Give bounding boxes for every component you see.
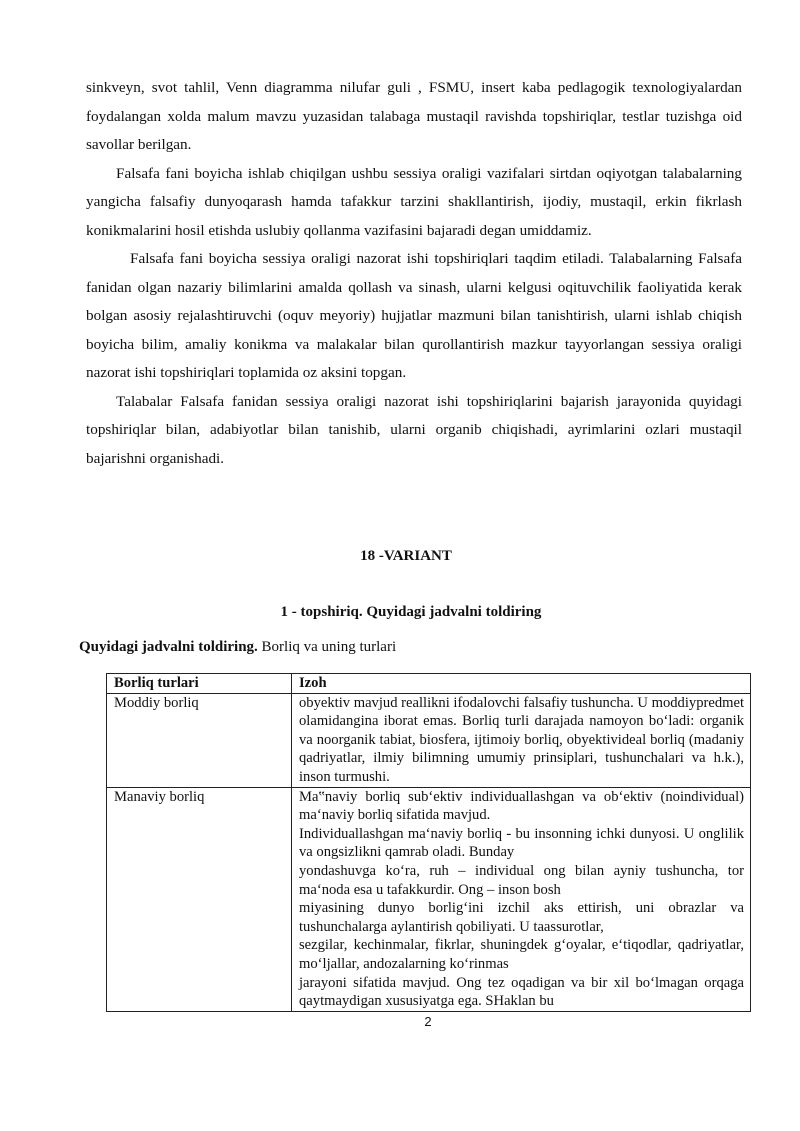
table-cell-type: Moddiy borliq [107,693,292,787]
table-header-note: Izoh [292,674,751,694]
instruction-bold: Quyidagi jadvalni toldiring. [79,639,258,655]
paragraph-2: Falsafa fani boyicha ishlab chiqilgan ushbu sessiya oraligi vazifalari sirtdan oqiyotgan talabalarning yangicha falsafiy dunyoqarash hamda tafakkur tarzini shakllantirish, ijodiy, mustaqil, erkin fikrlash konikmalarini hosil etishda uslubiy qollanma vazifasini bajaradi degan umiddamiz. [86,164,742,239]
task-title: 1 - topshiriq. Quyidagi jadvalni toldiring [280,604,542,620]
note-line: miyasining dunyo borlig‘ini izchil aks ettirish, uni obrazlar va tushunchalarga aylantirish qobiliyati. U taassurotlar, [299,900,744,935]
table-cell-type: Manaviy borliq [107,787,292,1011]
table-row [107,693,751,787]
paragraph-1: sinkveyn, svot tahlil, Venn diagramma nilufar guli , FSMU, insert kaba pedlagogik texnologiyalardan foydalangan xolda malum mavzu yuzasidan talabaga mustaqil ravishda topshiriqlar, testlar tuzishga oid savollar berilgan. [86,79,742,153]
table-header-type: Borliq turlari [107,674,292,694]
variant-title: 18 -VARIANT [360,548,452,564]
borliq-table [106,673,751,1012]
intro-paragraphs [86,74,742,473]
note-line: Ma‟naviy borliq sub‘ektiv individuallashgan va ob‘ektiv (noindividual) ma‘naviy borliq sifatida mavjud. [299,788,744,824]
table-cell-note [292,693,751,787]
note-line: obyektiv mavjud reallikni ifodalovchi falsafiy tushuncha. U moddiypredmet olamidangina iborat emas. Borliq turli darajada namoyon bo‘ladi: organik va noorganik tabiat, biosfera, ijtimoiy borliq, obyektivideal borliq (madaniy qadriyatlar, ilmiy bilimning umumiy prinsiplari, tushunchalari va h.k.), inson turmushi. [299,694,745,785]
table-header-row [107,674,751,694]
note-line: yondashuvga ko‘ra, ruh – individual ong bilan ayniy tushuncha, tor ma‘noda esa u tafakkurdir. Ong – inson bosh [299,862,744,898]
page-number: 2 [424,1014,432,1029]
note-line: sezgilar, kechinmalar, fikrlar, shuningdek g‘oyalar, e‘tiqodlar, qadriyatlar, mo‘ljallar, andozalarning ko‘rinmas [299,937,744,972]
table-row [107,787,751,1011]
instruction-rest: Borliq va uning turlari [257,639,397,655]
note-line: jarayoni sifatida mavjud. Ong tez oqadigan va bir xil bo‘lmagan orqaga qaytmaydigan xususiyatga ega. SHaklan bu [299,974,744,1010]
paragraph-3: Falsafa fani boyicha sessiya oraligi nazorat ishi topshiriqlari taqdim etiladi. Talabalarning Falsafa fanidan olgan nazariy bilimlarini amalda qollash va sinash, ularni kelgusi oqituvchilik faoliyatida kerak bolgan asosiy rejalashtiruvchi (oquv meyoriy) hujjatlar mazmuni bilan tanishtirish, ularni ishlab chiqish boyicha bilim, amaliy konikma va malakalar bilan qurollantirish mazkur tayyorlangan sessiya oraligi nazorat ishi topshiriqlari toplamida oz aksini topgan. [86,250,742,381]
paragraph-4: Talabalar Falsafa fanidan sessiya oraligi nazorat ishi topshiriqlarini bajarish jarayonida quyidagi topshiriqlar bilan, adabiyotlar bilan tanishib, ularni organib chiqishadi, ayrimlarini ozlari mustaqil bajarishni organishadi. [86,392,742,467]
table-cell-note [292,787,751,1011]
instruction-line [79,639,396,656]
note-line: Individuallashgan ma‘naviy borliq - bu insonning ichki dunyosi. U onglilik va ongsizlikni qamrab oladi. Bunday [299,825,744,861]
